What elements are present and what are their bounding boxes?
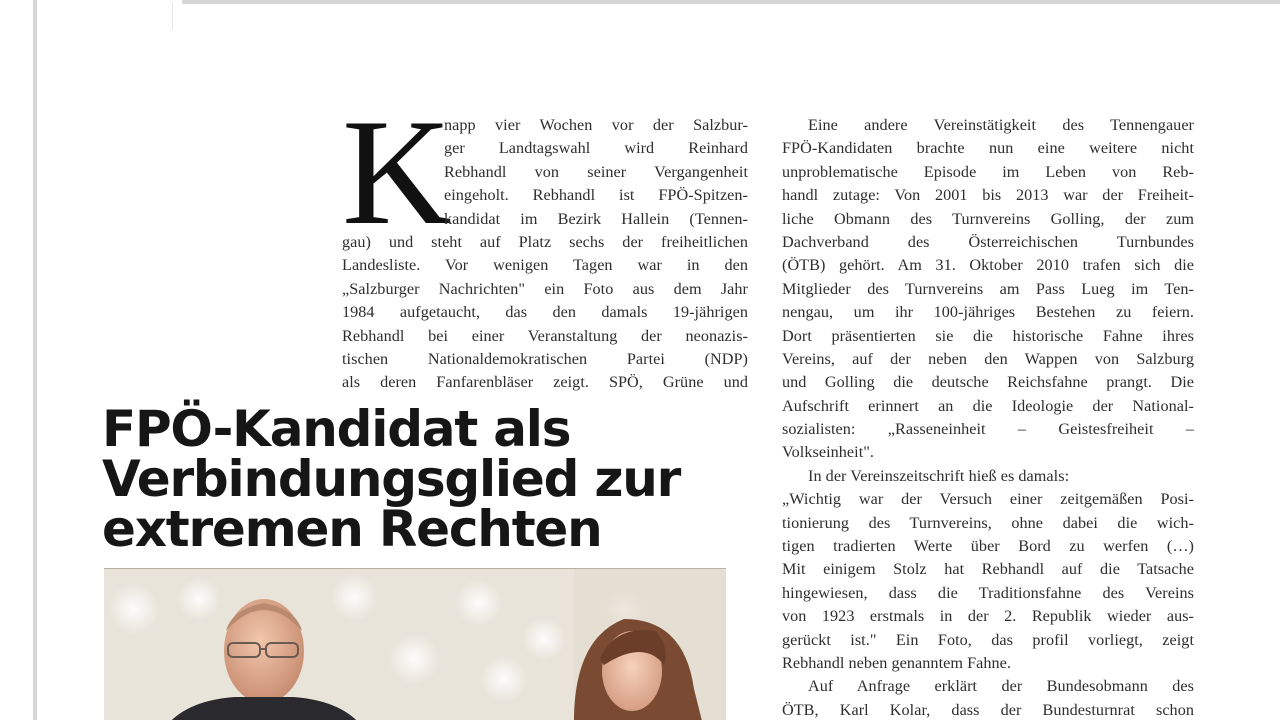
top-mark bbox=[172, 2, 185, 30]
top-rule bbox=[182, 0, 1280, 4]
text-line: Landesliste. Vor wenigen Tagen war in den bbox=[342, 256, 748, 275]
text-line: als deren Fanfarenbläser zeigt. SPÖ, Grüne und bbox=[342, 373, 748, 392]
headline-line: extremen Rechten bbox=[102, 500, 602, 558]
article-column-left bbox=[342, 114, 748, 395]
article-column-right bbox=[782, 114, 1194, 720]
text-line: ÖTB, Karl Kolar, dass der Bundesturnrat schon bbox=[782, 700, 1194, 719]
text-line: unproblematische Episode im Leben von Reb- bbox=[782, 162, 1194, 181]
text-line: handl zutage: Von 2001 bis 2013 war der Freiheit- bbox=[782, 186, 1194, 205]
text-line: Rebhandl von seiner Vergangenheit bbox=[444, 162, 748, 181]
text-line: Rebhandl neben genanntem Fahne. bbox=[782, 653, 1012, 672]
text-line: Auf Anfrage erklärt der Bundesobmann des bbox=[808, 677, 1194, 696]
text-line: Vereins, auf der neben den Wappen von Salzburg bbox=[782, 349, 1194, 368]
text-line: nengau, um ihr 100-jähriges Bestehen zu feiern. bbox=[782, 303, 1194, 322]
text-line: hingewiesen, dass die Traditionsfahne des Vereins bbox=[782, 583, 1194, 602]
text-line: sozialisten: „Rasseneinheit – Geistesfreiheit – bbox=[782, 420, 1194, 439]
photo-illustration bbox=[104, 569, 726, 720]
page-edge bbox=[33, 0, 37, 720]
text-line: gerückt ist." Ein Foto, das profil vorliegt, zeigt bbox=[782, 630, 1194, 649]
text-line: napp vier Wochen vor der Salzbur- bbox=[444, 116, 748, 134]
headline-line: Verbindungsglied zur bbox=[102, 450, 681, 508]
text-line: In der Vereinszeitschrift hieß es damals: bbox=[808, 466, 1070, 485]
text-line: Eine andere Vereinstätigkeit des Tennengauer bbox=[808, 116, 1194, 134]
text-line: „Wichtig war der Versuch einer zeitgemäßen Posi- bbox=[782, 490, 1194, 509]
text-line: „Salzburger Nachrichten" ein Foto aus dem Jahr bbox=[342, 279, 748, 298]
text-line: kandidat im Bezirk Hallein (Tennen- bbox=[444, 209, 748, 228]
text-line: gau) und steht auf Platz sechs der freiheitlichen bbox=[342, 232, 748, 251]
drop-cap: K bbox=[342, 88, 452, 256]
text-line: Aufschrift erinnert an die Ideologie der National- bbox=[782, 396, 1194, 415]
text-line: tionierung des Turnvereins, ohne dabei die wich- bbox=[782, 513, 1194, 532]
text-line: Dachverband des Österreichischen Turnbundes bbox=[782, 232, 1194, 251]
text-line: (ÖTB) gehört. Am 31. Oktober 2010 trafen sich die bbox=[782, 256, 1194, 275]
text-line: Rebhandl bei einer Veranstaltung der neonazis- bbox=[342, 326, 748, 345]
text-line: 1984 aufgetaucht, das den damals 19-jährigen bbox=[342, 303, 748, 322]
text-line: FPÖ-Kandidaten brachte nun eine weitere nicht bbox=[782, 139, 1194, 158]
text-line: von 1923 erstmals in der 2. Republik wieder aus- bbox=[782, 607, 1194, 626]
text-line: ger Landtagswahl wird Reinhard bbox=[444, 139, 748, 158]
article-photo bbox=[104, 568, 726, 720]
article-headline bbox=[102, 400, 722, 558]
headline-line: FPÖ-Kandidat als bbox=[102, 400, 571, 458]
text-line: und Golling die deutsche Reichsfahne prangt. Die bbox=[782, 373, 1194, 392]
text-line: Volkseinheit". bbox=[782, 443, 874, 462]
text-line: tigen tradierten Werte über Bord zu werfen (…) bbox=[782, 537, 1194, 556]
text-line: Mitglieder des Turnvereins am Pass Lueg im Ten- bbox=[782, 279, 1194, 298]
text-line: Mit einigem Stolz hat Rebhandl auf die Tatsache bbox=[782, 560, 1194, 579]
text-line: eingeholt. Rebhandl ist FPÖ-Spitzen- bbox=[444, 186, 748, 205]
text-line: Dort präsentierten sie die historische Fahne ihres bbox=[782, 326, 1194, 345]
text-line: liche Obmann des Turnvereins Golling, der zum bbox=[782, 209, 1194, 228]
text-line: tischen Nationaldemokratischen Partei (NDP) bbox=[342, 349, 748, 368]
